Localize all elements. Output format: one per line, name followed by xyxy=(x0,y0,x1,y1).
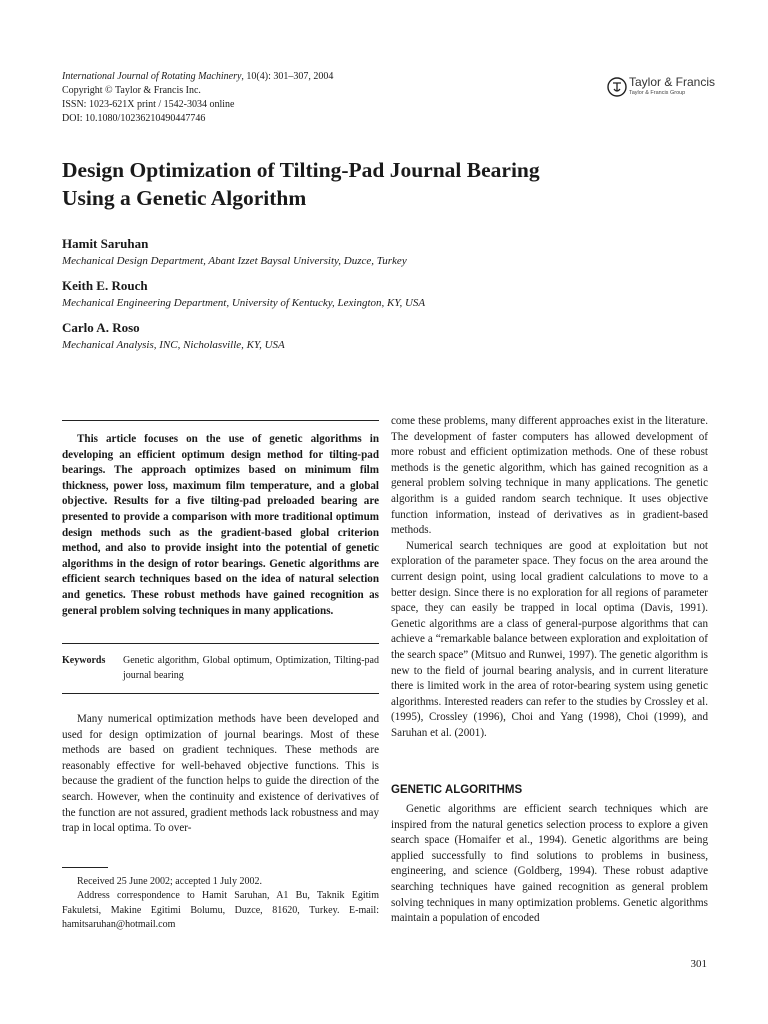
page-number: 301 xyxy=(690,958,707,970)
section-heading: GENETIC ALGORITHMS xyxy=(391,784,523,796)
abstract-text: This article focuses on the use of genetic algorithms in developing an efficient optimum design method for tilting-pad bearings. The approach optimizes based on minimum film thickness, power loss, maximum film temperature, and a global objective. Results for a five tilting-pad preloaded bearing are presented to provide a comparison with more traditional optimum design methods such as the gradient-based global criterion method, and also to provide insight into the potential of genetic algorithms in the design of rotor bearings. Genetic algorithms are efficient search techniques based on the idea of natural selection and genetics. These robust methods have gained recognition as general problem solving techniques in many applications. xyxy=(62,433,379,617)
keywords-label: Keywords xyxy=(62,655,106,666)
footnote-received: Received 25 June 2002; accepted 1 July 2002. xyxy=(77,876,262,887)
author-name: Keith E. Rouch xyxy=(62,278,148,293)
title-line-1: Design Optimization of Tilting-Pad Journal Bearing xyxy=(62,158,540,182)
journal-name: International Journal of Rotating Machinery xyxy=(62,71,242,82)
left-column-body xyxy=(62,712,379,837)
article-title xyxy=(62,156,622,212)
journal-header xyxy=(62,70,333,126)
abstract xyxy=(62,432,379,619)
publisher-logo xyxy=(607,72,716,104)
footnote xyxy=(62,875,379,933)
publisher-name: Taylor & Francis xyxy=(629,75,716,89)
body-paragraph: come these problems, many different approaches exist in the literature. The development of faster computers has allowed development of more robust and efficient optimization methods. One of these robust methods is the genetic algorithm, which has gained recognition as a general problem solving technique in many applications. The genetic algorithm is a guided random search technique. It uses objective function information, instead of derivatives as in gradient-based methods. xyxy=(391,415,708,537)
issn-line: ISSN: 1023-621X print / 1542-3034 online xyxy=(62,99,235,110)
author-affiliation: Mechanical Analysis, INC, Nicholasville, KY, USA xyxy=(62,339,285,351)
journal-citation-line xyxy=(62,70,333,84)
abstract-top-rule xyxy=(62,420,379,421)
author-name: Carlo A. Roso xyxy=(62,320,140,335)
copyright-line: Copyright © Taylor & Francis Inc. xyxy=(62,85,201,96)
author-affiliation: Mechanical Engineering Department, University of Kentucky, Lexington, KY, USA xyxy=(62,297,426,309)
keywords-bottom-rule xyxy=(62,693,379,694)
body-paragraph: Many numerical optimization methods have been developed and used for design optimization of journal bearings. Most of these methods are based on gradient techniques. These methods are reasonably effective for well-behaved objective functions. This is because the gradient of the function helps to guide the direction of the search. However, when the continuity and existence of derivatives of the function are not assured, gradient methods lack robustness and may trap in local optima. To over- xyxy=(62,713,379,835)
footnote-rule xyxy=(62,867,108,868)
publisher-emblem-icon xyxy=(607,76,627,98)
author-name: Hamit Saruhan xyxy=(62,236,149,251)
keywords-text: Genetic algorithm, Global optimum, Optimization, Tilting-pad journal bearing xyxy=(123,655,379,681)
body-paragraph: Genetic algorithms are efficient search techniques which are inspired from the natural genetics selection process to explore a given search space (Homaifer et al., 1994). Genetic algorithms are being applied successfully to find solutions to problems in business, engineering, and science (Goldberg, 1994). These robust adaptive searching techniques have gained recognition as general problem solving techniques in many optimization problems. Genetic algorithms maintain a population of encoded xyxy=(391,803,708,925)
body-paragraph: Numerical search techniques are good at exploitation but not exploration of the parameter space. They focus on the area around the current design point, using local gradient calculations to move to a better design. Since there is no exploration for all regions of parameter space, they can easily be trapped in local optima (Davis, 1991). Genetic algorithms are a class of general-purpose algorithms that can achieve a “remarkable balance between exploration and exploitation of the search space” (Mitsuo and Runwei, 1997). The genetic algorithm is new to the field of journal bearing analysis, and in current literature there is limited work in the area of rotor-bearing system using genetic algorithms. Interested readers can refer to the studies by Crossley et al. (1995), Crossley (1996), Choi and Yang (1998), Choi (1999), and Saruhan et al. (2001). xyxy=(391,539,708,739)
right-column-body-continued xyxy=(391,802,708,927)
journal-volume: , 10(4): 301–307, 2004 xyxy=(241,71,334,82)
author-affiliation: Mechanical Design Department, Abant Izzet Baysal University, Duzce, Turkey xyxy=(62,255,407,267)
right-column-body xyxy=(391,414,708,741)
title-line-2: Using a Genetic Algorithm xyxy=(62,186,307,210)
publisher-group: Taylor & Francis Group xyxy=(629,90,686,96)
doi-line: DOI: 10.1080/10236210490447746 xyxy=(62,113,206,124)
abstract-bottom-rule xyxy=(62,643,379,644)
footnote-address: Address correspondence to Hamit Saruhan, A1 Bu, Taknik Egitim Fakuletsi, Makine Egitimi Bolumu, Duzce, 81620, Turkey. E-mail: hamitsaruhan@hotmail.com xyxy=(62,890,379,931)
